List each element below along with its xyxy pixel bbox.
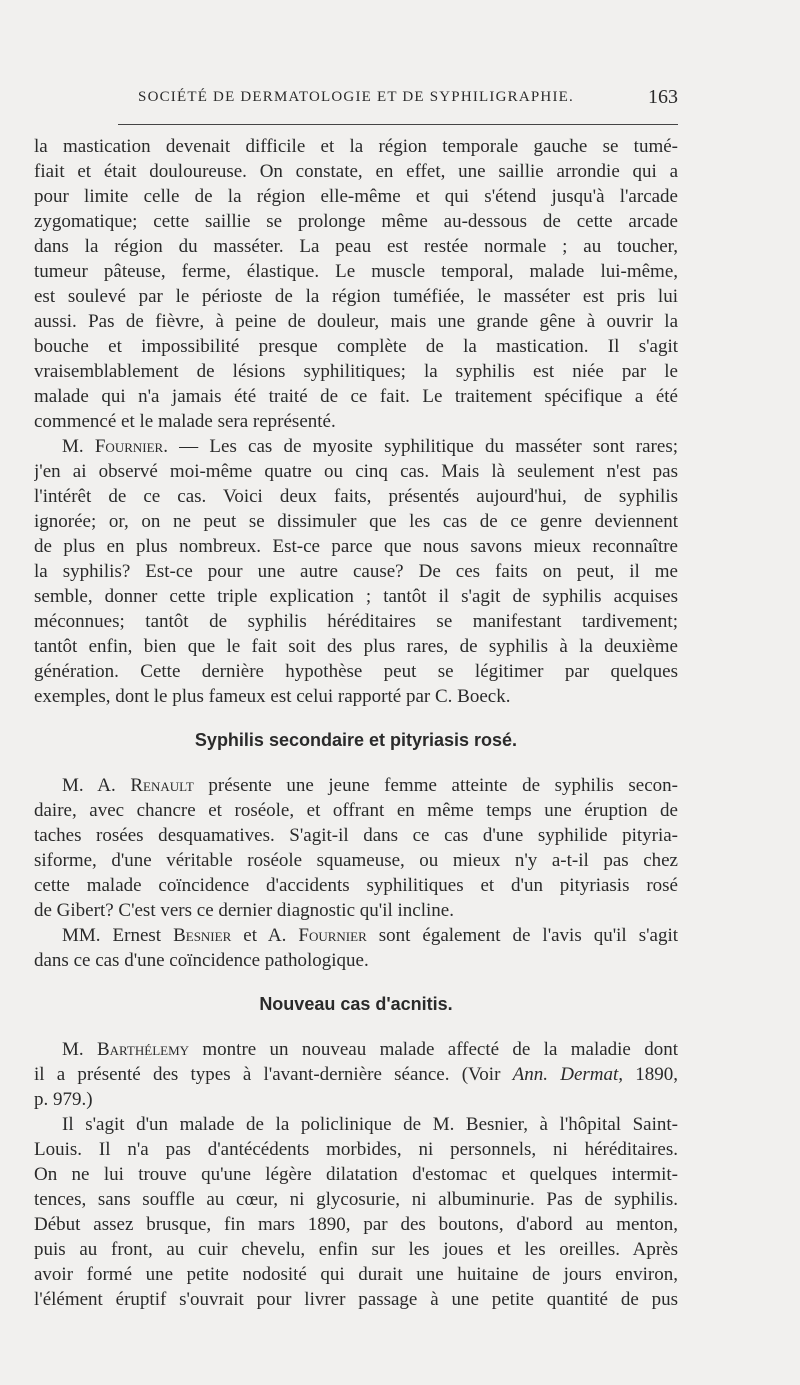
paragraph-fournier <box>34 459 678 709</box>
person-name: Barthélemy <box>96 1039 190 1060</box>
text-line: tantôt enfin, bien que le fait soit des plus rares, de syphilis à la deuxième <box>34 636 678 657</box>
text-line: tumeur pâteuse, ferme, élastique. Le muscle temporal, malade lui-même, <box>34 261 678 282</box>
running-title: SOCIÉTÉ DE DERMATOLOGIE ET DE SYPHILIGRAPHIE. <box>138 89 574 105</box>
text-line: vraisemblablement de lésions syphilitiques; la syphilis est niée par le <box>34 361 678 382</box>
paragraph-renault <box>34 798 678 923</box>
text-line: méconnues; tantôt de syphilis héréditaires se manifestant tardivement; <box>34 611 678 632</box>
text-line: M. Barthélemy montre un nouveau malade affecté de la maladie dont <box>62 1039 678 1060</box>
text-line: pour limite celle de la région elle-même et qui s'étend jusqu'à l'arcade <box>34 186 678 207</box>
text-line: exemples, dont le plus fameux est celui rapporté par C. Boeck. <box>34 686 511 707</box>
text-line: ignorée; or, on ne peut se dissimuler que les cas de ce genre deviennent <box>34 511 678 532</box>
text-line: MM. Ernest Besnier et A. Fournier sont également de l'avis qu'il s'agit <box>62 925 678 946</box>
text-line: p. 979.) <box>34 1089 93 1110</box>
person-name: Fournier <box>298 925 367 946</box>
person-name: Besnier <box>173 925 232 946</box>
citation: Ann. Dermat, <box>512 1064 624 1085</box>
text-line: j'en ai observé moi-même quatre ou cinq cas. Mais là seulement n'est pas <box>34 461 678 482</box>
text-line: malade qui n'a jamais été traité de ce fait. Le traitement spécifique a été <box>34 386 678 407</box>
text-line: zygomatique; cette saillie se prolonge même au-dessous de cette arcade <box>34 211 678 232</box>
text-line: cette malade coïncidence d'accidents syphilitiques et d'un pityriasis rosé <box>34 875 678 896</box>
text-line: avoir formé une petite nodosité qui durait une huitaine de jours environ, <box>34 1264 678 1285</box>
text-line: est soulevé par le périoste de la région tuméfiée, le masséter est pris lui <box>34 286 678 307</box>
text-line: aussi. Pas de fièvre, à peine de douleur, mais une grande gêne à ouvrir la <box>34 311 678 332</box>
text-line: l'élément éruptif s'ouvrait pour livrer passage à une petite quantité de pus <box>34 1289 678 1310</box>
header-rule <box>118 124 678 125</box>
text-line: Début assez brusque, fin mars 1890, par des boutons, d'abord au menton, <box>34 1214 678 1235</box>
section-heading-acnitis: Nouveau cas d'acnitis. <box>259 994 453 1014</box>
text-line: siforme, d'une véritable roséole squameuse, ou mieux n'y a-t-il pas chez <box>34 850 678 871</box>
text-line: il a présenté des types à l'avant-dernière séance. (Voir Ann. Dermat, 1890, <box>34 1064 678 1085</box>
text-line: Il s'agit d'un malade de la policlinique de M. Besnier, à l'hôpital Saint- <box>62 1114 678 1135</box>
text-line: la syphilis? Est-ce pour une autre cause? De ces faits on peut, il me <box>34 561 678 582</box>
text-line: l'intérêt de ce cas. Voici deux faits, présentés aujourd'hui, de syphilis <box>34 486 678 507</box>
paragraph-case-description <box>34 134 678 434</box>
text-line: M. A. Renault présente une jeune femme atteinte de syphilis secon- <box>62 775 678 796</box>
text-line: de plus en plus nombreux. Est-ce parce que nous savons mieux reconnaître <box>34 536 678 557</box>
paragraph-barthelemy-case <box>34 1112 678 1312</box>
page-number: 163 <box>648 86 678 108</box>
section-heading-syphilis: Syphilis secondaire et pityriasis rosé. <box>194 730 518 750</box>
running-head <box>34 86 678 114</box>
text-line: bouche et impossibilité presque complète de la mastication. Il s'agit <box>34 336 678 357</box>
text-line: taches rosées desquamatives. S'agit-il dans ce cas d'une syphilide pityria- <box>34 825 678 846</box>
text-line: M. Fournier. — Les cas de myosite syphilitique du masséter sont rares; <box>62 436 678 457</box>
text-line: fiait et était douloureuse. On constate, en effet, une saillie arrondie qui a <box>34 161 678 182</box>
page-body <box>34 134 678 1312</box>
text-line: daire, avec chancre et roséole, et offrant en même temps une éruption de <box>34 800 678 821</box>
text-line: Louis. Il n'a pas d'antécédents morbides, ni personnels, ni héréditaires. <box>34 1139 678 1160</box>
text-line: On ne lui trouve qu'une légère dilatation d'estomac et quelques intermit- <box>34 1164 678 1185</box>
speaker-name: M. Fournier. <box>62 436 168 457</box>
text-line: semble, donner cette triple explication ; tantôt il s'agit de syphilis acquises <box>34 586 678 607</box>
text-line: dans la région du masséter. La peau est restée normale ; au toucher, <box>34 236 678 257</box>
text-line: la mastication devenait difficile et la région temporale gauche se tumé- <box>34 136 678 157</box>
text-line: tences, sans souffle au cœur, ni glycosurie, ni albuminurie. Pas de syphilis. <box>34 1189 678 1210</box>
person-name: Renault <box>130 775 194 796</box>
text-line: commencé et le malade sera représenté. <box>34 411 336 432</box>
text-line: puis au front, au cuir chevelu, enfin sur les joues et les oreilles. Après <box>34 1239 678 1260</box>
text-line: génération. Cette dernière hypothèse peut se légitimer par quelques <box>34 661 678 682</box>
text-line: de Gibert? C'est vers ce dernier diagnostic qu'il incline. <box>34 900 454 921</box>
text-line: dans ce cas d'une coïncidence pathologique. <box>34 950 369 971</box>
